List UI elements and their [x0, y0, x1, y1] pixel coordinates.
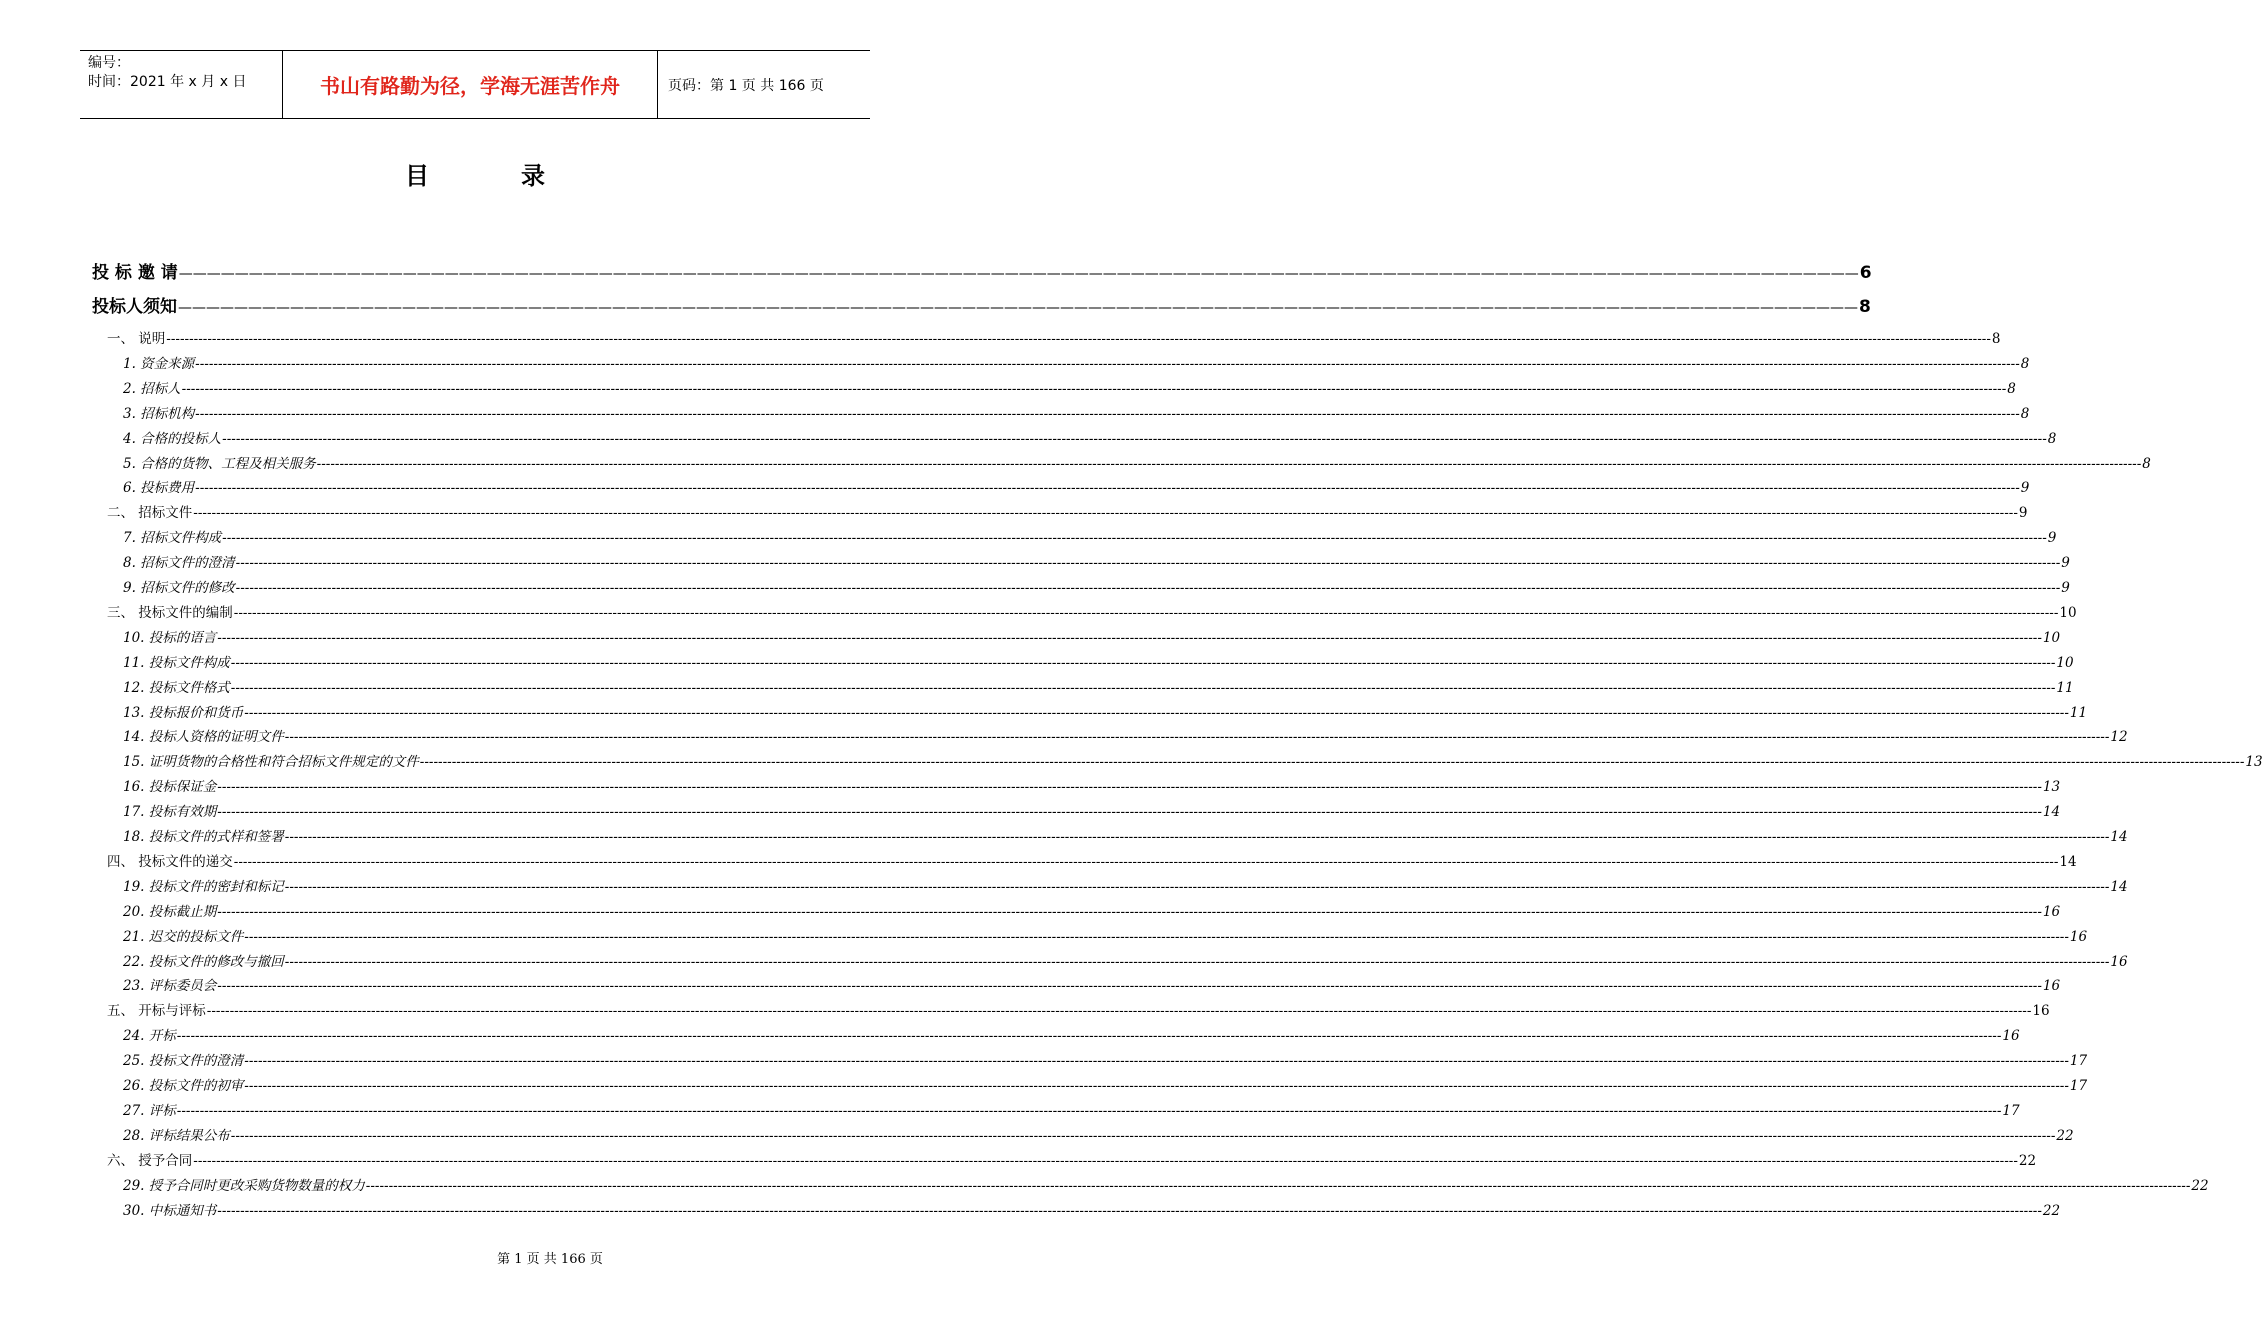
toc-page-number: 10 [2056, 654, 2074, 671]
toc-leader: ---------------------------------------------------------------------------------------------------------------------------------------------------------------------------------------------------------------------------------------------------------------------------------------------------------------------------------------------------------------------------------------------------------------- [195, 480, 2020, 497]
toc-page-number: 8 [2142, 455, 2151, 472]
toc-entry[interactable] [123, 1124, 2074, 1144]
toc-page-number: 8 [2007, 380, 2016, 397]
toc-leader: ---------------------------------------------------------------------------------------------------------------------------------------------------------------------------------------------------------------------------------------------------------------------------------------------------------------------------------------------------------------------------------------------------------------- [217, 978, 2042, 995]
toc-entry[interactable] [107, 1149, 2037, 1169]
toc-page-number: 9 [2061, 580, 2070, 596]
toc-entry-title: 12. 投标文件格式 [123, 679, 230, 696]
toc-leader: ---------------------------------------------------------------------------------------------------------------------------------------------------------------------------------------------------------------------------------------------------------------------------------------------------------------------------------------------------------------------------------------------------------------- [230, 654, 2056, 671]
toc-leader: ---------------------------------------------------------------------------------------------------------------------------------------------------------------------------------------------------------------------------------------------------------------------------------------------------------------------------------------------------------------------------------------------------------------- [244, 1053, 2069, 1070]
toc-entry-title: 24. 开标 [123, 1028, 176, 1045]
toc-page-number: 10 [2042, 629, 2061, 646]
toc-leader: ———————————————————————————————————————————————————————————————————————————————————————————————————————————————————————— [178, 266, 1859, 282]
toc-page-number: 9 [2047, 530, 2057, 547]
toc-page-number: 9 [2020, 480, 2030, 497]
toc-entry[interactable] [123, 1199, 2061, 1219]
toc-entry[interactable] [123, 1174, 2209, 1194]
toc-page-number: 17 [2002, 1102, 2020, 1119]
toc-entry[interactable] [107, 999, 2050, 1020]
toc-leader: ---------------------------------------------------------------------------------------------------------------------------------------------------------------------------------------------------------------------------------------------------------------------------------------------------------------------------------------------------------------------------------------------------------------- [284, 729, 2110, 746]
toc-entry-title: 15. 证明货物的合格性和符合招标文件规定的文件 [123, 754, 419, 771]
toc-entry[interactable] [123, 576, 2070, 596]
toc-entry-title: 6. 投标费用 [123, 480, 195, 497]
toc-page-number: 6 [1859, 263, 1872, 283]
toc-page-number: 16 [2002, 1028, 2020, 1045]
toc-entry-title: 10. 投标的语言 [123, 629, 217, 646]
toc-entry[interactable] [123, 626, 2061, 646]
toc-entry[interactable] [107, 327, 2001, 347]
toc-leader: ---------------------------------------------------------------------------------------------------------------------------------------------------------------------------------------------------------------------------------------------------------------------------------------------------------------------------------------------------------------------------------------------------------------- [419, 754, 2245, 771]
toc-page-number: 13 [2042, 779, 2061, 796]
toc-entry-title: 26. 投标文件的初审 [123, 1078, 244, 1094]
toc-entry-title: 20. 投标截止期 [123, 903, 217, 920]
toc-page-number: 13 [2245, 754, 2263, 771]
toc-entry-title: 28. 评标结果公布 [123, 1127, 230, 1144]
toc-entry-title: 17. 投标有效期 [123, 804, 217, 821]
toc-entry[interactable] [123, 1049, 2088, 1070]
toc-entry[interactable] [123, 452, 2151, 472]
toc-page-number: 8 [1859, 297, 1871, 317]
toc-entry-title: 16. 投标保证金 [123, 779, 217, 796]
toc-leader: ---------------------------------------------------------------------------------------------------------------------------------------------------------------------------------------------------------------------------------------------------------------------------------------------------------------------------------------------------------------------------------------------------------------- [217, 804, 2042, 821]
toc-leader: ---------------------------------------------------------------------------------------------------------------------------------------------------------------------------------------------------------------------------------------------------------------------------------------------------------------------------------------------------------------------------------------------------------------- [193, 1152, 2018, 1169]
date-label: 时间：2021 年 x 月 x 日 [88, 74, 247, 90]
toc-entry-title: 27. 评标 [123, 1102, 176, 1119]
toc-entry[interactable] [123, 1099, 2020, 1119]
toc-page-number: 16 [2069, 928, 2088, 945]
toc-entry[interactable] [123, 352, 2030, 372]
toc-entry[interactable] [123, 800, 2061, 821]
toc-leader: ---------------------------------------------------------------------------------------------------------------------------------------------------------------------------------------------------------------------------------------------------------------------------------------------------------------------------------------------------------------------------------------------------------------- [195, 405, 2020, 422]
toc-entry[interactable] [123, 974, 2061, 995]
toc-entry-title: 三、 投标文件的编制 [107, 604, 233, 621]
toc-leader: ---------------------------------------------------------------------------------------------------------------------------------------------------------------------------------------------------------------------------------------------------------------------------------------------------------------------------------------------------------------------------------------------------------------- [217, 779, 2042, 796]
toc-entry-title: 22. 投标文件的修改与撤回 [123, 953, 284, 970]
toc-entry-title: 2. 招标人 [123, 380, 181, 397]
toc-leader: ---------------------------------------------------------------------------------------------------------------------------------------------------------------------------------------------------------------------------------------------------------------------------------------------------------------------------------------------------------------------------------------------------------------- [230, 679, 2056, 696]
toc-page-number: 16 [2042, 978, 2061, 995]
toc-entry-title: 3. 招标机构 [123, 405, 195, 422]
toc-leader: ---------------------------------------------------------------------------------------------------------------------------------------------------------------------------------------------------------------------------------------------------------------------------------------------------------------------------------------------------------------------------------------------------------------- [217, 1202, 2042, 1219]
toc-leader: ---------------------------------------------------------------------------------------------------------------------------------------------------------------------------------------------------------------------------------------------------------------------------------------------------------------------------------------------------------------------------------------------------------------- [235, 555, 2061, 572]
toc-leader: ---------------------------------------------------------------------------------------------------------------------------------------------------------------------------------------------------------------------------------------------------------------------------------------------------------------------------------------------------------------------------------------------------------------- [244, 1078, 2069, 1094]
toc-entry[interactable] [123, 950, 2128, 970]
toc-entry-title: 18. 投标文件的式样和签署 [123, 829, 284, 845]
toc-entry-title: 7. 招标文件构成 [123, 530, 222, 547]
toc-leader: ---------------------------------------------------------------------------------------------------------------------------------------------------------------------------------------------------------------------------------------------------------------------------------------------------------------------------------------------------------------------------------------------------------------- [365, 1177, 2191, 1194]
toc-entry[interactable] [123, 875, 2128, 895]
toc-leader: ---------------------------------------------------------------------------------------------------------------------------------------------------------------------------------------------------------------------------------------------------------------------------------------------------------------------------------------------------------------------------------------------------------------- [206, 1003, 2032, 1020]
toc-entry-title: 1. 资金来源 [123, 355, 195, 372]
toc-entry[interactable] [123, 775, 2061, 796]
toc-entry[interactable] [123, 701, 2088, 721]
header-meta [80, 51, 282, 118]
toc-entry[interactable] [123, 402, 2030, 422]
toc-leader: ---------------------------------------------------------------------------------------------------------------------------------------------------------------------------------------------------------------------------------------------------------------------------------------------------------------------------------------------------------------------------------------------------------------- [181, 380, 2007, 397]
toc-entry[interactable] [107, 601, 2077, 621]
toc-entry[interactable] [123, 900, 2061, 920]
toc-page-number: 9 [2061, 555, 2070, 572]
toc-leader: ---------------------------------------------------------------------------------------------------------------------------------------------------------------------------------------------------------------------------------------------------------------------------------------------------------------------------------------------------------------------------------------------------------------- [193, 505, 2018, 522]
number-label: 编号： [88, 55, 130, 71]
toc-leader: ---------------------------------------------------------------------------------------------------------------------------------------------------------------------------------------------------------------------------------------------------------------------------------------------------------------------------------------------------------------------------------------------------------------- [233, 604, 2059, 621]
toc-page-number: 14 [2042, 804, 2061, 821]
toc-page-number: 16 [2032, 1003, 2050, 1020]
toc-entry-title: 14. 投标人资格的证明文件 [123, 729, 284, 746]
toc-entry-title: 11. 投标文件构成 [123, 654, 230, 671]
toc-page-number: 11 [2056, 679, 2074, 696]
header-page-info: 页码：第 1 页 共 166 页 [668, 77, 824, 94]
toc-entry-title: 五、 开标与评标 [107, 1003, 206, 1020]
toc-entry[interactable] [123, 551, 2070, 572]
toc-page-number: 22 [2056, 1127, 2074, 1144]
toc-leader: ---------------------------------------------------------------------------------------------------------------------------------------------------------------------------------------------------------------------------------------------------------------------------------------------------------------------------------------------------------------------------------------------------------------- [176, 1028, 2002, 1045]
toc-entry-title: 13. 投标报价和货币 [123, 704, 244, 721]
toc-page-number: 17 [2069, 1053, 2088, 1070]
toc-page-number: 22 [2191, 1177, 2209, 1194]
toc-entry[interactable] [107, 850, 2077, 870]
toc-page-number: 8 [2020, 355, 2030, 372]
toc-page-number: 8 [2047, 430, 2057, 447]
toc-entry[interactable] [92, 258, 1872, 283]
toc-leader: ---------------------------------------------------------------------------------------------------------------------------------------------------------------------------------------------------------------------------------------------------------------------------------------------------------------------------------------------------------------------------------------------------------------- [284, 953, 2110, 970]
toc-leader: ---------------------------------------------------------------------------------------------------------------------------------------------------------------------------------------------------------------------------------------------------------------------------------------------------------------------------------------------------------------------------------------------------------------- [195, 355, 2020, 372]
toc-leader: ---------------------------------------------------------------------------------------------------------------------------------------------------------------------------------------------------------------------------------------------------------------------------------------------------------------------------------------------------------------------------------------------------------------- [230, 1127, 2056, 1144]
toc-entry[interactable] [123, 750, 2263, 771]
toc-leader: ---------------------------------------------------------------------------------------------------------------------------------------------------------------------------------------------------------------------------------------------------------------------------------------------------------------------------------------------------------------------------------------------------------------- [316, 455, 2142, 472]
toc-entry-title: 25. 投标文件的澄清 [123, 1053, 244, 1070]
toc-entry-title: 30. 中标通知书 [123, 1202, 217, 1219]
toc-page-number: 17 [2069, 1078, 2088, 1094]
toc-entry[interactable] [123, 526, 2057, 547]
toc-leader: ---------------------------------------------------------------------------------------------------------------------------------------------------------------------------------------------------------------------------------------------------------------------------------------------------------------------------------------------------------------------------------------------------------------- [222, 430, 2047, 447]
toc-leader: ---------------------------------------------------------------------------------------------------------------------------------------------------------------------------------------------------------------------------------------------------------------------------------------------------------------------------------------------------------------------------------------------------------------- [217, 903, 2042, 920]
toc-entry-title: 六、 授予合同 [107, 1152, 193, 1169]
toc-page-number: 22 [2042, 1202, 2061, 1219]
toc-entry[interactable] [107, 501, 2028, 522]
header-motto: 书山有路勤为径，学海无涯苦作舟 [282, 51, 658, 118]
toc-entry-title: 8. 招标文件的澄清 [123, 555, 235, 572]
toc-entry-title: 23. 评标委员会 [123, 978, 217, 995]
toc-entry[interactable] [123, 725, 2128, 746]
toc-page-number: 22 [2018, 1152, 2037, 1169]
toc-leader: ---------------------------------------------------------------------------------------------------------------------------------------------------------------------------------------------------------------------------------------------------------------------------------------------------------------------------------------------------------------------------------------------------------------- [217, 629, 2042, 646]
toc-entry-title: 4. 合格的投标人 [123, 430, 222, 447]
toc-entry-title: 29. 授予合同时更改采购货物数量的权力 [123, 1177, 365, 1194]
toc-entry[interactable] [123, 1074, 2088, 1094]
toc-entry[interactable] [123, 651, 2074, 671]
toc-entry-title: 21. 迟交的投标文件 [123, 928, 244, 945]
toc-entry[interactable] [123, 377, 2016, 397]
toc-leader: ---------------------------------------------------------------------------------------------------------------------------------------------------------------------------------------------------------------------------------------------------------------------------------------------------------------------------------------------------------------------------------------------------------------- [222, 530, 2047, 547]
toc-leader: ---------------------------------------------------------------------------------------------------------------------------------------------------------------------------------------------------------------------------------------------------------------------------------------------------------------------------------------------------------------------------------------------------------------- [284, 829, 2110, 845]
toc-page-number: 16 [2110, 953, 2128, 970]
page-footer: 第 1 页 共 166 页 [497, 1252, 603, 1267]
toc-entry[interactable] [123, 676, 2074, 696]
toc-page-number: 14 [2110, 878, 2128, 895]
toc-entry[interactable] [123, 427, 2057, 447]
toc-page-number: 9 [2018, 505, 2028, 522]
toc-entry-title: 四、 投标文件的递交 [107, 853, 233, 870]
toc-leader: ---------------------------------------------------------------------------------------------------------------------------------------------------------------------------------------------------------------------------------------------------------------------------------------------------------------------------------------------------------------------------------------------------------------- [244, 928, 2069, 945]
toc-page-number: 10 [2059, 604, 2077, 621]
toc-entry[interactable] [123, 1024, 2020, 1045]
toc-entry[interactable] [123, 476, 2030, 497]
toc-page-number: 12 [2110, 729, 2128, 746]
toc-page-number: 8 [1991, 331, 2001, 347]
page-title: 目录 [405, 162, 637, 190]
page-header [80, 50, 870, 119]
toc-page-number: 14 [2110, 829, 2128, 845]
toc-leader: ---------------------------------------------------------------------------------------------------------------------------------------------------------------------------------------------------------------------------------------------------------------------------------------------------------------------------------------------------------------------------------------------------------------- [235, 580, 2061, 596]
toc-entry-title: 一、 说明 [107, 331, 166, 347]
toc-entry-title: 二、 招标文件 [107, 505, 193, 522]
toc-entry-title: 9. 招标文件的修改 [123, 580, 235, 596]
toc-entry-title: 投 标 邀 请 [92, 263, 178, 283]
toc-leader: ———————————————————————————————————————————————————————————————————————————————————————————————————————————————————————— [178, 300, 1858, 316]
toc-leader: ---------------------------------------------------------------------------------------------------------------------------------------------------------------------------------------------------------------------------------------------------------------------------------------------------------------------------------------------------------------------------------------------------------------- [244, 704, 2069, 721]
toc-page-number: 14 [2059, 853, 2077, 870]
toc-leader: ---------------------------------------------------------------------------------------------------------------------------------------------------------------------------------------------------------------------------------------------------------------------------------------------------------------------------------------------------------------------------------------------------------------- [166, 331, 1991, 347]
toc-leader: ---------------------------------------------------------------------------------------------------------------------------------------------------------------------------------------------------------------------------------------------------------------------------------------------------------------------------------------------------------------------------------------------------------------- [176, 1102, 2002, 1119]
toc-entry-title: 5. 合格的货物、工程及相关服务 [123, 455, 316, 472]
toc-entry-title: 19. 投标文件的密封和标记 [123, 878, 284, 895]
toc-leader: ---------------------------------------------------------------------------------------------------------------------------------------------------------------------------------------------------------------------------------------------------------------------------------------------------------------------------------------------------------------------------------------------------------------- [233, 853, 2059, 870]
toc-entry[interactable] [92, 292, 1871, 317]
toc-page-number: 8 [2020, 405, 2030, 422]
toc-entry[interactable] [123, 925, 2088, 945]
toc-entry[interactable] [123, 825, 2128, 845]
toc-page-number: 16 [2042, 903, 2061, 920]
toc-page-number: 11 [2069, 704, 2088, 721]
toc-entry-title: 投标人须知 [92, 297, 177, 317]
toc-leader: ---------------------------------------------------------------------------------------------------------------------------------------------------------------------------------------------------------------------------------------------------------------------------------------------------------------------------------------------------------------------------------------------------------------- [284, 878, 2110, 895]
